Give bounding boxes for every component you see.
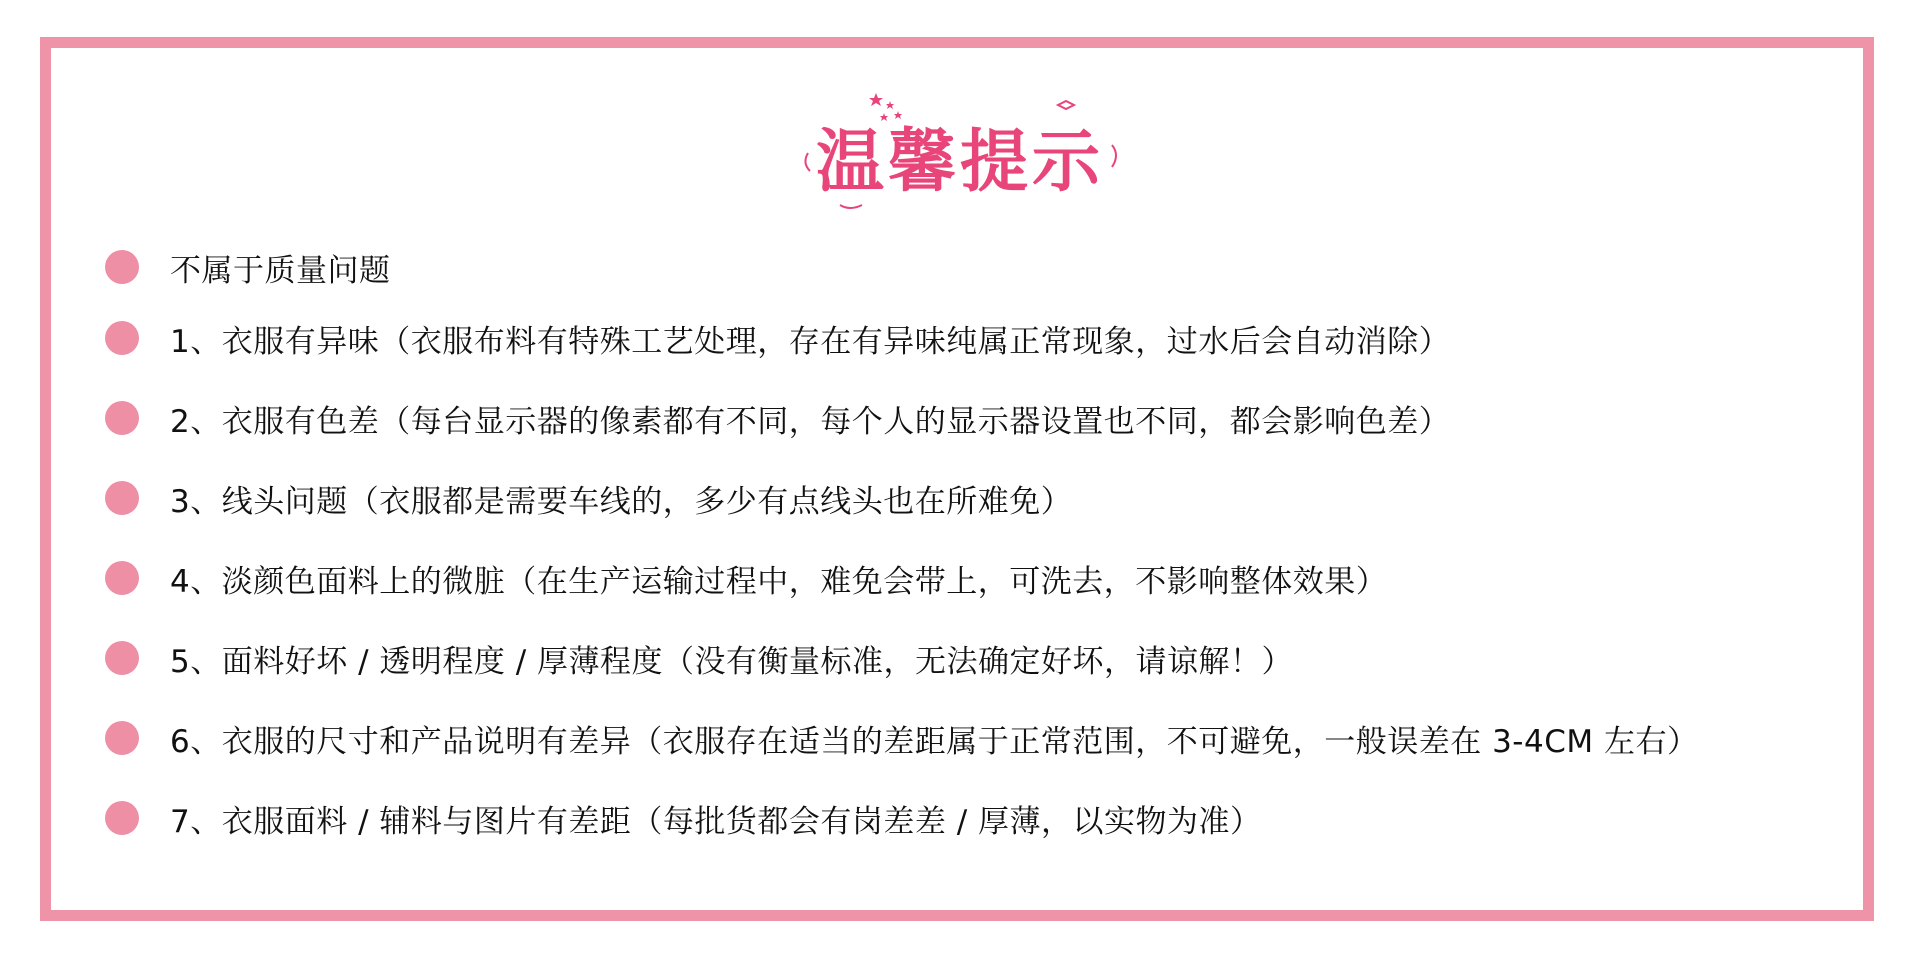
- list-item: [105, 378, 1865, 458]
- list-item: [105, 698, 1865, 778]
- list-item-text: 4、淡颜色面料上的微脏（在生产运输过程中，难免会带上，可洗去，不影响整体效果）: [170, 563, 1388, 600]
- bullet-icon: [105, 801, 139, 835]
- bullet-icon: [105, 561, 139, 595]
- list-item: [105, 236, 1865, 298]
- list-item: [105, 458, 1865, 538]
- list-item-text: 不属于质量问题: [170, 252, 391, 289]
- list-item-text: 1、衣服有异味（衣服布料有特殊工艺处理，存在有异味纯属正常现象，过水后会自动消除）: [170, 323, 1451, 360]
- warm-tips-logo: [780, 75, 1140, 215]
- list-item-text: 5、面料好坏 / 透明程度 / 厚薄程度（没有衡量标准，无法确定好坏，请谅解！）: [170, 643, 1294, 680]
- list-item: [105, 298, 1865, 378]
- bullet-icon: [105, 321, 139, 355]
- list-item: [105, 618, 1865, 698]
- bullet-icon: [105, 641, 139, 675]
- bullet-icon: [105, 250, 139, 284]
- list-item: [105, 778, 1865, 858]
- list-item-text: 7、衣服面料 / 辅料与图片有差距（每批货都会有岗差差 / 厚薄，以实物为准）: [170, 803, 1262, 840]
- bullet-icon: [105, 401, 139, 435]
- logo-text: 温馨提示: [815, 123, 1105, 202]
- list-item-text: 3、线头问题（衣服都是需要车线的，多少有点线头也在所难免）: [170, 483, 1073, 520]
- list-item: [105, 538, 1865, 618]
- list-item-text: 2、衣服有色差（每台显示器的像素都有不同，每个人的显示器设置也不同，都会影响色差）: [170, 403, 1451, 440]
- bullet-icon: [105, 721, 139, 755]
- list-item-text: 6、衣服的尺寸和产品说明有差异（衣服存在适当的差距属于正常范围，不可避免，一般误差在 3-4CM 左右）: [170, 723, 1699, 760]
- notice-list: [105, 236, 1865, 858]
- bullet-icon: [105, 481, 139, 515]
